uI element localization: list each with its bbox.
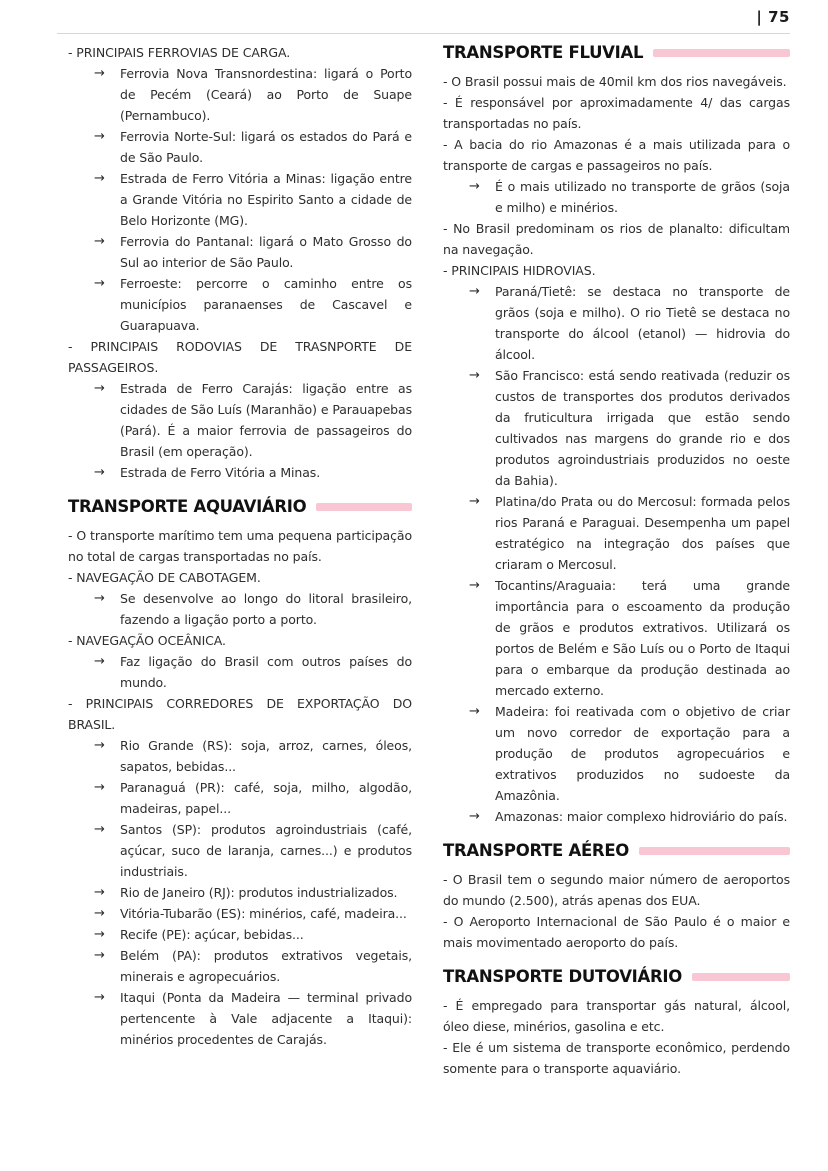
arrow-icon: → <box>94 276 105 291</box>
note-line: - É empregado para transportar gás natural, álcool, óleo diese, minérios, gasolina e etc. <box>443 998 790 1034</box>
arrow-item <box>68 882 412 903</box>
heading-highlight-bar <box>316 503 412 511</box>
heading-highlight-bar <box>639 847 790 855</box>
arrow-icon: → <box>94 654 105 669</box>
arrow-item-text: Ferrovia Norte-Sul: ligará os estados do Pará e de São Paulo. <box>120 129 412 165</box>
arrow-item <box>68 819 412 882</box>
arrow-icon: → <box>469 368 480 383</box>
left-column <box>68 42 412 1079</box>
section-heading-label: TRANSPORTE AQUAVIÁRIO <box>68 497 307 516</box>
arrow-item <box>68 735 412 777</box>
arrow-item <box>68 945 412 987</box>
note-line: - No Brasil predominam os rios de planalto: dificultam na navegação. <box>443 221 790 257</box>
section-heading <box>443 42 790 63</box>
arrow-item-text: Rio de Janeiro (RJ): produtos industrializados. <box>120 885 398 900</box>
arrow-item-text: Estrada de Ferro Carajás: ligação entre as cidades de São Luís (Maranhão) e Parauapebas (Pará). É a maior ferrovia de passageiros do Brasil (em operação). <box>120 381 412 459</box>
arrow-item <box>68 273 412 336</box>
arrow-icon: → <box>94 591 105 606</box>
section-heading <box>443 966 790 987</box>
arrow-item <box>443 701 790 806</box>
note-line: - O Brasil possui mais de 40mil km dos rios navegáveis. <box>443 74 787 89</box>
arrow-icon: → <box>469 809 480 824</box>
note-line: - O Brasil tem o segundo maior número de aeroportos do mundo (2.500), atrás apenas dos EUA. <box>443 872 790 908</box>
arrow-icon: → <box>94 129 105 144</box>
arrow-item <box>68 378 412 462</box>
note-line: - PRINCIPAIS CORREDORES DE EXPORTAÇÃO DO BRASIL. <box>68 696 412 732</box>
arrow-item-text: Santos (SP): produtos agroindustriais (café, açúcar, suco de laranja, carnes...) e produtos industriais. <box>120 822 412 879</box>
page-number: | 75 <box>756 8 790 26</box>
arrow-item-text: São Francisco: está sendo reativada (reduzir os custos de transportes dos produtos derivados da fruticultura irrigada que estão sendo cultivados nas margens do grande rio e dos produtos agroindustriais produzidos no oeste da Bahia). <box>495 368 790 488</box>
arrow-item <box>443 365 790 491</box>
arrow-item <box>68 903 412 924</box>
arrow-item-text: Ferrovia do Pantanal: ligará o Mato Grosso do Sul ao interior de São Paulo. <box>120 234 412 270</box>
arrow-item-text: Belém (PA): produtos extrativos vegetais, minerais e agropecuários. <box>120 948 412 984</box>
arrow-icon: → <box>94 822 105 837</box>
arrow-item <box>443 491 790 575</box>
arrow-item-text: Platina/do Prata ou do Mercosul: formada pelos rios Paraná e Paraguai. Desempenha um papel estratégico na integração dos países que criaram o Mercosul. <box>495 494 790 572</box>
arrow-item-text: Se desenvolve ao longo do litoral brasileiro, fazendo a ligação porto a porto. <box>120 591 412 627</box>
arrow-item-text: Ferroeste: percorre o caminho entre os municípios paranaenses de Cascavel e Guarapuava. <box>120 276 412 333</box>
note-line: - O Aeroporto Internacional de São Paulo é o maior e mais movimentado aeroporto do país. <box>443 914 790 950</box>
section-heading <box>68 496 412 517</box>
section-heading-label: TRANSPORTE DUTOVIÁRIO <box>443 967 682 986</box>
arrow-icon: → <box>94 381 105 396</box>
arrow-icon: → <box>469 578 480 593</box>
right-column <box>443 42 790 1079</box>
heading-highlight-bar <box>653 49 790 57</box>
arrow-item <box>68 231 412 273</box>
arrow-item-text: Rio Grande (RS): soja, arroz, carnes, óleos, sapatos, bebidas... <box>120 738 412 774</box>
arrow-item <box>68 987 412 1050</box>
arrow-item-text: Madeira: foi reativada com o objetivo de criar um novo corredor de exportação para a produção de produtos agropecuários e extrativos produzidos no sudoeste da Amazônia. <box>495 704 790 803</box>
columns-container <box>68 42 790 1079</box>
arrow-item <box>443 575 790 701</box>
arrow-item-text: É o mais utilizado no transporte de grãos (soja e milho) e minérios. <box>495 179 790 215</box>
arrow-item-text: Amazonas: maior complexo hidroviário do país. <box>495 809 788 824</box>
note-line: - PRINCIPAIS FERROVIAS DE CARGA. <box>68 45 291 60</box>
header-rule <box>57 33 790 34</box>
arrow-item <box>68 462 412 483</box>
arrow-item-text: Estrada de Ferro Vitória a Minas. <box>120 465 321 480</box>
arrow-icon: → <box>94 738 105 753</box>
arrow-icon: → <box>94 948 105 963</box>
arrow-item <box>68 924 412 945</box>
arrow-item-text: Faz ligação do Brasil com outros países do mundo. <box>120 654 412 690</box>
section-heading-label: TRANSPORTE FLUVIAL <box>443 43 644 62</box>
arrow-icon: → <box>469 179 480 194</box>
arrow-icon: → <box>94 780 105 795</box>
arrow-icon: → <box>469 494 480 509</box>
arrow-item <box>68 168 412 231</box>
arrow-item-text: Vitória-Tubarão (ES): minérios, café, madeira... <box>120 906 407 921</box>
arrow-item-text: Paraná/Tietê: se destaca no transporte de grãos (soja e milho). O rio Tietê se destaca no transporte do álcool (etanol) — hidrovia do álcool. <box>495 284 790 362</box>
note-line: - PRINCIPAIS HIDROVIAS. <box>443 263 596 278</box>
arrow-icon: → <box>94 66 105 81</box>
arrow-icon: → <box>94 171 105 186</box>
section-heading <box>443 840 790 861</box>
arrow-item-text: Ferrovia Nova Transnordestina: ligará o Porto de Pecém (Ceará) ao Porto de Suape (Pernambuco). <box>120 66 412 123</box>
arrow-item-text: Itaqui (Ponta da Madeira — terminal privado pertencente à Vale adjacente a Itaqui): minérios procedentes de Carajás. <box>120 990 412 1047</box>
arrow-icon: → <box>469 704 480 719</box>
note-line: - É responsável por aproximadamente 4/ das cargas transportadas no país. <box>443 95 790 131</box>
arrow-icon: → <box>94 906 105 921</box>
arrow-icon: → <box>94 990 105 1005</box>
note-line: - O transporte marítimo tem uma pequena participação no total de cargas transportadas no país. <box>68 528 412 564</box>
arrow-item <box>68 126 412 168</box>
arrow-item-text: Paranaguá (PR): café, soja, milho, algodão, madeiras, papel... <box>120 780 412 816</box>
note-line: - PRINCIPAIS RODOVIAS DE TRASNPORTE DE PASSAGEIROS. <box>68 339 412 375</box>
arrow-item <box>443 806 790 827</box>
note-line: - Ele é um sistema de transporte econômico, perdendo somente para o transporte aquaviário. <box>443 1040 790 1076</box>
arrow-item-text: Estrada de Ferro Vitória a Minas: ligação entre a Grande Vitória no Espirito Santo a cidade de Belo Horizonte (MG). <box>120 171 412 228</box>
arrow-icon: → <box>94 927 105 942</box>
arrow-item-text: Recife (PE): açúcar, bebidas... <box>120 927 304 942</box>
arrow-icon: → <box>94 885 105 900</box>
arrow-item <box>443 176 790 218</box>
heading-highlight-bar <box>692 973 790 981</box>
arrow-item <box>443 281 790 365</box>
note-line: - NAVEGAÇÃO DE CABOTAGEM. <box>68 570 261 585</box>
arrow-icon: → <box>469 284 480 299</box>
arrow-item <box>68 63 412 126</box>
note-line: - NAVEGAÇÃO OCEÂNICA. <box>68 633 226 648</box>
arrow-item <box>68 777 412 819</box>
arrow-item <box>68 588 412 630</box>
note-line: - A bacia do rio Amazonas é a mais utilizada para o transporte de cargas e passageiros no país. <box>443 137 790 173</box>
arrow-item-text: Tocantins/Araguaia: terá uma grande importância para o escoamento da produção de grãos e produtos extrativos. Utilizará os portos de Belém e São Luís ou o Porto de Itaqui para o embarque da produção destinada ao mercado externo. <box>495 578 790 698</box>
arrow-icon: → <box>94 465 105 480</box>
section-heading-label: TRANSPORTE AÉREO <box>443 841 630 860</box>
arrow-icon: → <box>94 234 105 249</box>
arrow-item <box>68 651 412 693</box>
